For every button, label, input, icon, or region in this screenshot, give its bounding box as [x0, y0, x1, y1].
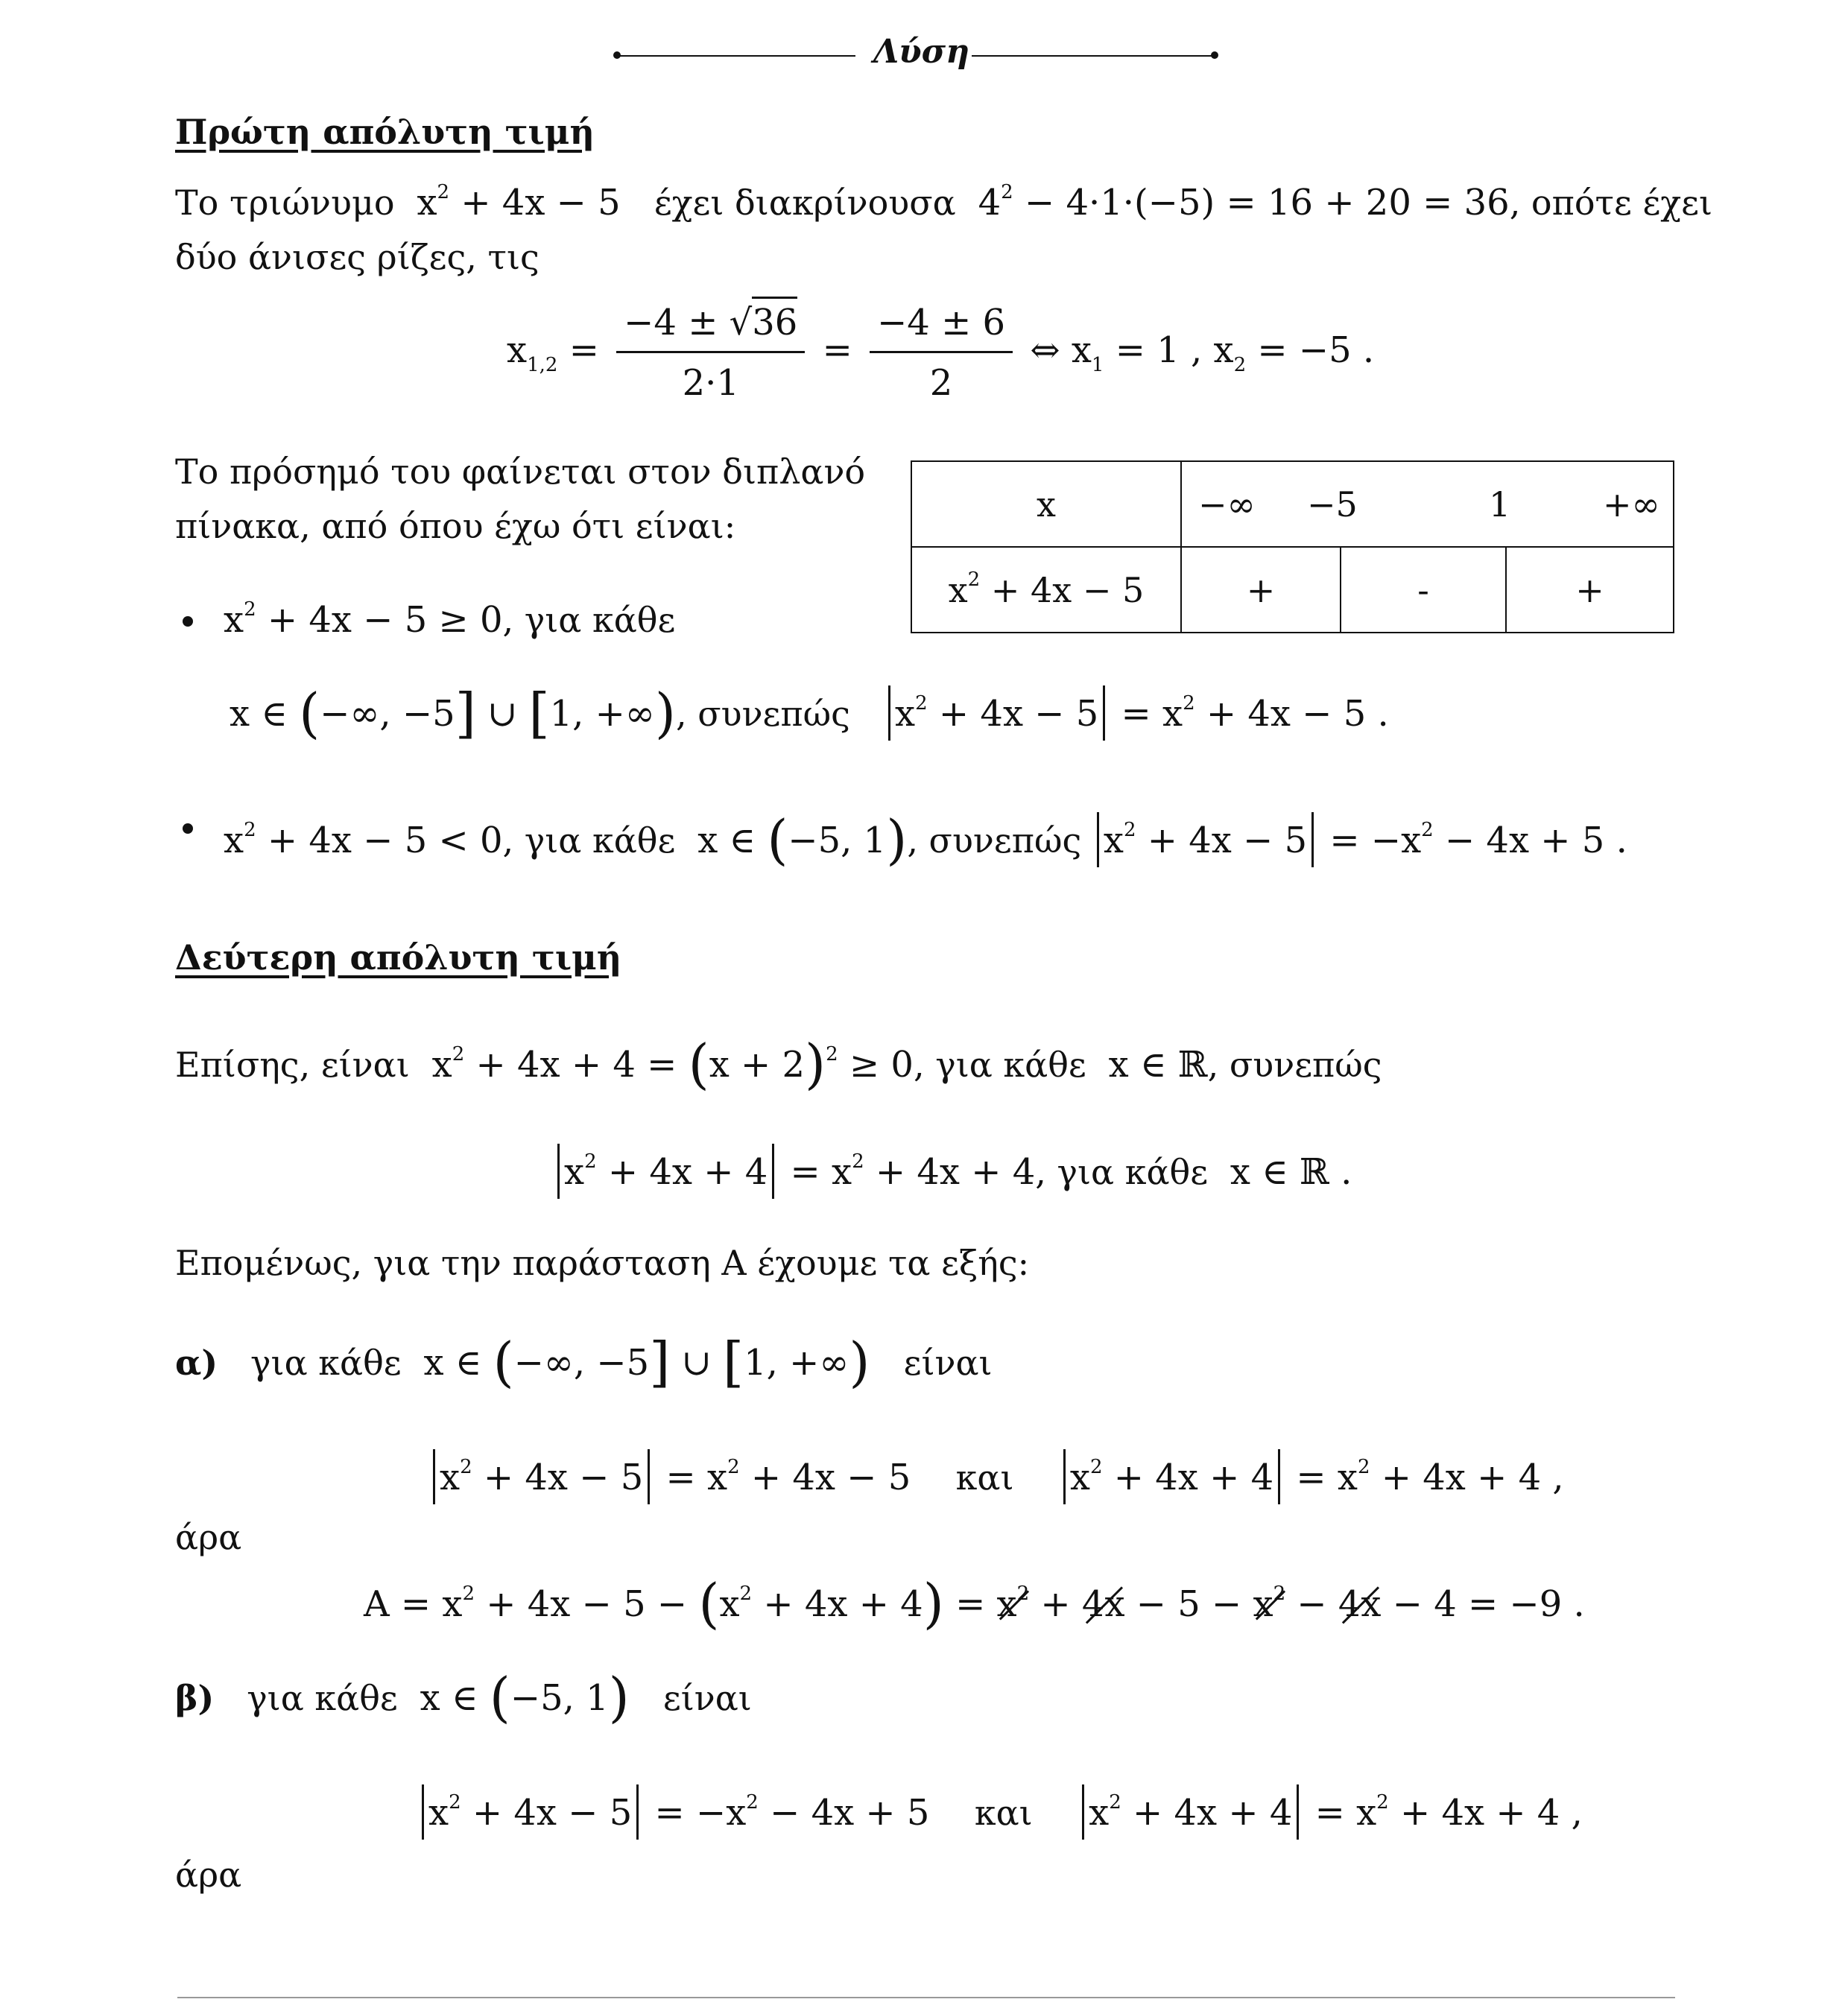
- case-b-is: είναι: [662, 1678, 752, 1718]
- case-b-line: [175, 1666, 752, 1729]
- fraction-sqrt: $\frac{-4 \pm √36}{2\cdot 1}$: [616, 302, 805, 404]
- math-interval-union: x ∈ (−∞, −5] ∪ [1, +∞): [230, 682, 676, 744]
- point-one: 1: [1489, 484, 1511, 525]
- sign-table-poly-label: $x^2 + 4x - 5$: [911, 547, 1181, 633]
- case-a-result: $A = x^2 + 4x - 5 - (x^2 + 4x + 4) = x^2 + 4x - 5 - x^2 - 4x - 4 = -9$ .: [364, 1572, 1585, 1635]
- case-b-and: και: [974, 1793, 1033, 1833]
- math-case-a-interval: x ∈ (−∞, −5] ∪ [1, +∞): [412, 1331, 870, 1393]
- text-for-every-4: , για κάθε: [1035, 1152, 1209, 1192]
- math-case-b-abs1: $x^2 + 4x - 5 = -x^2 - 4x + 5$: [417, 1792, 963, 1834]
- text-for-every-2: , για κάθε: [502, 820, 676, 861]
- text-discriminant: έχει διακρίνουσα: [654, 183, 956, 223]
- math-perfect-square: $x^2 + 4x + 4 = (x + 2)^2 \ge 0$: [420, 1033, 914, 1095]
- text-also: Επίσης, είναι: [175, 1045, 410, 1085]
- page-bottom-rule: [177, 1997, 1675, 1998]
- sign-text-2: πίνακα, από όπου έχω ότι είναι:: [175, 506, 736, 546]
- roots-formula: $x_{1,2}$ = $\frac{-4 \pm √36}{2\cdot 1}$ = $\frac{-4 \pm 6}{2}$ ⇔ $x_1 = 1$ , $x_2 = -5$ .: [507, 302, 1374, 404]
- bullet-1: [183, 616, 193, 627]
- math-real-set: x ∈ ℝ: [1097, 1044, 1208, 1086]
- math-case-a-abs1: $x^2 + 4x - 5 = x^2 + 4x - 5$: [428, 1457, 945, 1498]
- perfect-square-paragraph: [175, 1033, 1382, 1095]
- math-abs-square: $x^2 + 4x + 4 = x^2 + 4x + 4$: [553, 1151, 1035, 1193]
- text-therefore: , συνεπώς: [675, 694, 850, 734]
- roots-intro: δύο άνισες ρίζες, τις: [175, 237, 539, 277]
- sign-table-points-cell: [1181, 461, 1674, 547]
- math-case-a-abs2: $x^2 + 4x + 4 = x^2 + 4x + 4$ ,: [1025, 1457, 1564, 1498]
- math-abs-equal: $x^2 + 4x - 5 = x^2 + 4x - 5$ .: [861, 693, 1389, 735]
- abs-perfect-square-eq: [553, 1144, 1352, 1199]
- math-real-set-2: x ∈ ℝ .: [1218, 1151, 1352, 1193]
- math-negative: $x^2 + 4x - 5 < 0$: [224, 819, 503, 861]
- bullet-1-line-1: [224, 598, 676, 641]
- text-trinomial: Το τριώνυμο: [175, 183, 395, 223]
- bullet-2: [183, 823, 193, 834]
- title-left-rule: [617, 55, 855, 57]
- case-a-hence: άρα: [175, 1517, 242, 1557]
- math-nonnegative: $x^2 + 4x - 5 \ge 0$: [224, 598, 503, 641]
- title-right-rule: [972, 55, 1215, 57]
- case-a-and: και: [955, 1457, 1014, 1498]
- case-a-label: α): [175, 1343, 218, 1383]
- math-case-b-abs2: $x^2 + 4x + 4 = x^2 + 4x + 4$ ,: [1043, 1792, 1583, 1834]
- fraction-simplified: $\frac{-4 \pm 6}{2}$: [870, 302, 1013, 404]
- case-a-for-every: για κάθε: [250, 1343, 402, 1383]
- case-b-for-every: για κάθε: [247, 1678, 398, 1718]
- math-case-b-interval: x ∈ (−5, 1): [408, 1666, 630, 1729]
- math-interval-open: x ∈ (−5, 1): [686, 808, 908, 871]
- math-abs-negated: $x^2 + 4x - 5 = -x^2 - 4x + 5$ .: [1092, 820, 1627, 861]
- sign-cell-3: +: [1506, 547, 1674, 633]
- case-b-hence: άρα: [175, 1855, 242, 1895]
- text-therefore-3: , συνεπώς: [1207, 1045, 1382, 1085]
- section-heading-first-absolute: Πρώτη απόλυτη τιμή: [175, 112, 595, 152]
- text-so-has: , οπότε έχει: [1509, 183, 1713, 223]
- sign-cell-2: -: [1341, 547, 1506, 633]
- section-heading-second-absolute: Δεύτερη απόλυτη τιμή: [175, 937, 622, 978]
- text-for-every: , για κάθε: [502, 600, 676, 640]
- sign-table: [911, 460, 1674, 633]
- case-a-line: [175, 1331, 993, 1393]
- point-plus-infinity: +∞: [1603, 484, 1660, 525]
- sign-cell-1: +: [1181, 547, 1341, 633]
- point-minus-five: −5: [1307, 484, 1358, 525]
- case-a-is: είναι: [903, 1343, 993, 1383]
- case-b-label: β): [175, 1678, 215, 1718]
- text-for-every-3: , για κάθε: [913, 1045, 1086, 1085]
- case-b-abs-values: [417, 1784, 1583, 1840]
- point-minus-infinity: −∞: [1198, 484, 1256, 525]
- title-right-dot: [1211, 51, 1218, 59]
- bullet-2-line: [224, 808, 1627, 871]
- math-trinomial: $x^2 + 4x - 5$: [405, 181, 644, 224]
- text-therefore-2: , συνεπώς: [907, 820, 1082, 861]
- bullet-1-line-2: [230, 682, 1389, 744]
- solution-title: Λύση: [873, 33, 970, 71]
- trinomial-paragraph: [175, 181, 1713, 224]
- math-discriminant: $4^2 - 4\cdot 1\cdot(-5) = 16 + 20 = 36$: [966, 181, 1510, 224]
- case-a-abs-values: [428, 1449, 1564, 1504]
- sign-table-x-label: x: [911, 461, 1181, 547]
- therefore-expression-text: Επομένως, για την παράσταση Α έχουμε τα εξής:: [175, 1243, 1030, 1283]
- sign-text-1: Το πρόσημό του φαίνεται στον διπλανό: [175, 452, 866, 492]
